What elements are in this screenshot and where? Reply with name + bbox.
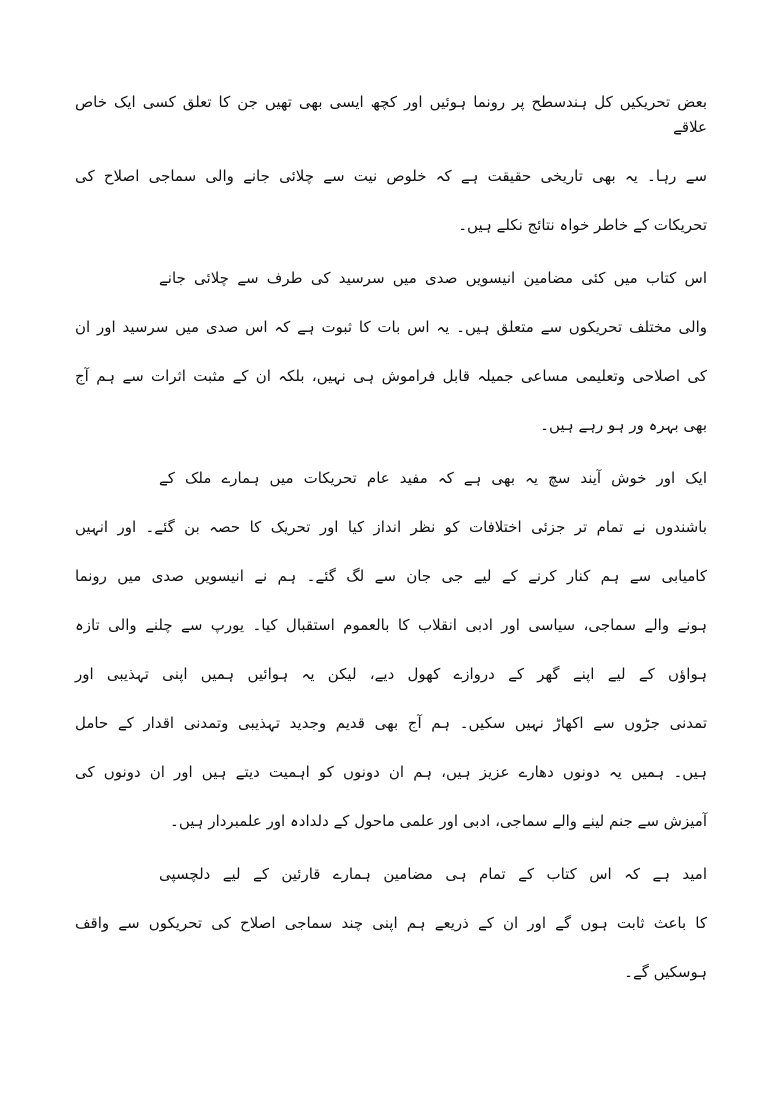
text-line: کامیابی سے ہم کنار کرنے کے لیے جی جان سے لگ گئے۔ ہم نے انیسویں صدی میں رونما — [75, 567, 707, 585]
text-line: آمیزش سے جنم لینے والے سماجی، ادبی اور علمی ماحول کے دلدادہ اور علمبردار ہیں۔ — [170, 812, 707, 830]
text-line: سے رہا۔ یہ بھی تاریخی حقیقت ہے کہ خلوص نیت سے چلائی جانے والی سماجی اصلاح کی — [75, 167, 707, 185]
text-line: ہونے والے سماجی، سیاسی اور ادبی انقلاب کا بالعموم استقبال کیا۔ یورپ سے چلنے والی تازہ — [75, 616, 707, 634]
text-line: تحریکات کے خاطر خواہ نتائج نکلے ہیں۔ — [458, 216, 707, 234]
paragraph — [75, 454, 707, 846]
text-line: کا باعث ثابت ہوں گے اور ان کے ذریعے ہم اپنی چند سماجی اصلاح کی تحریکوں سے واقف — [75, 914, 707, 932]
text-line: کی اصلاحی وتعلیمی مساعی جمیلہ قابل فراموش ہی نہیں، بلکہ ان کے مثبت اثرات سے ہم آج — [75, 367, 707, 385]
text-line: ہواؤں کے لیے اپنے گھر کے دروازے کھول دیے، لیکن یہ ہوائیں ہمیں اپنی تہذیبی اور — [75, 665, 707, 683]
text-line: باشندوں نے تمام تر جزئی اختلافات کو نظر انداز کیا اور تحریک کا حصہ بن گئے۔ اور انہیں — [75, 518, 707, 536]
paragraph-first-line: ایک اور خوش آیند سچ یہ بھی ہے کہ مفید عام تحریکات میں ہمارے ملک کے — [159, 469, 707, 487]
paragraph — [75, 78, 707, 250]
text-line: ہوسکیں گے۔ — [624, 963, 707, 981]
text-line: بھی بہرہ ور ہو رہے ہیں۔ — [540, 416, 707, 434]
paragraph — [75, 254, 707, 450]
paragraph-first-line: امید ہے کہ اس کتاب کے تمام ہی مضامین ہمارے قارئین کے لیے دلچسپی — [159, 865, 707, 883]
paragraph — [75, 850, 707, 997]
text-line: والی مختلف تحریکوں سے متعلق ہیں۔ یہ اس بات کا ثبوت ہے کہ اس صدی میں سرسید اور ان — [75, 318, 707, 336]
text-line: تمدنی جڑوں سے اکھاڑ نہیں سکیں۔ ہم آج بھی قدیم وجدید تہذیبی وتمدنی اقدار کے حامل — [75, 714, 707, 732]
text-line: ہیں۔ ہمیں یہ دونوں دھارے عزیز ہیں، ہم ان دونوں کو اہمیت دیتے ہیں اور ان دونوں کی — [75, 763, 707, 781]
text-line: بعض تحریکیں کل ہندسطح پر رونما ہوئیں اور کچھ ایسی بھی تھیں جن کا تعلق کسی ایک خاص علاقے — [75, 93, 707, 136]
paragraph-first-line: اس کتاب میں کئی مضامین انیسویں صدی میں سرسید کی طرف سے چلائی جانے — [159, 269, 707, 287]
